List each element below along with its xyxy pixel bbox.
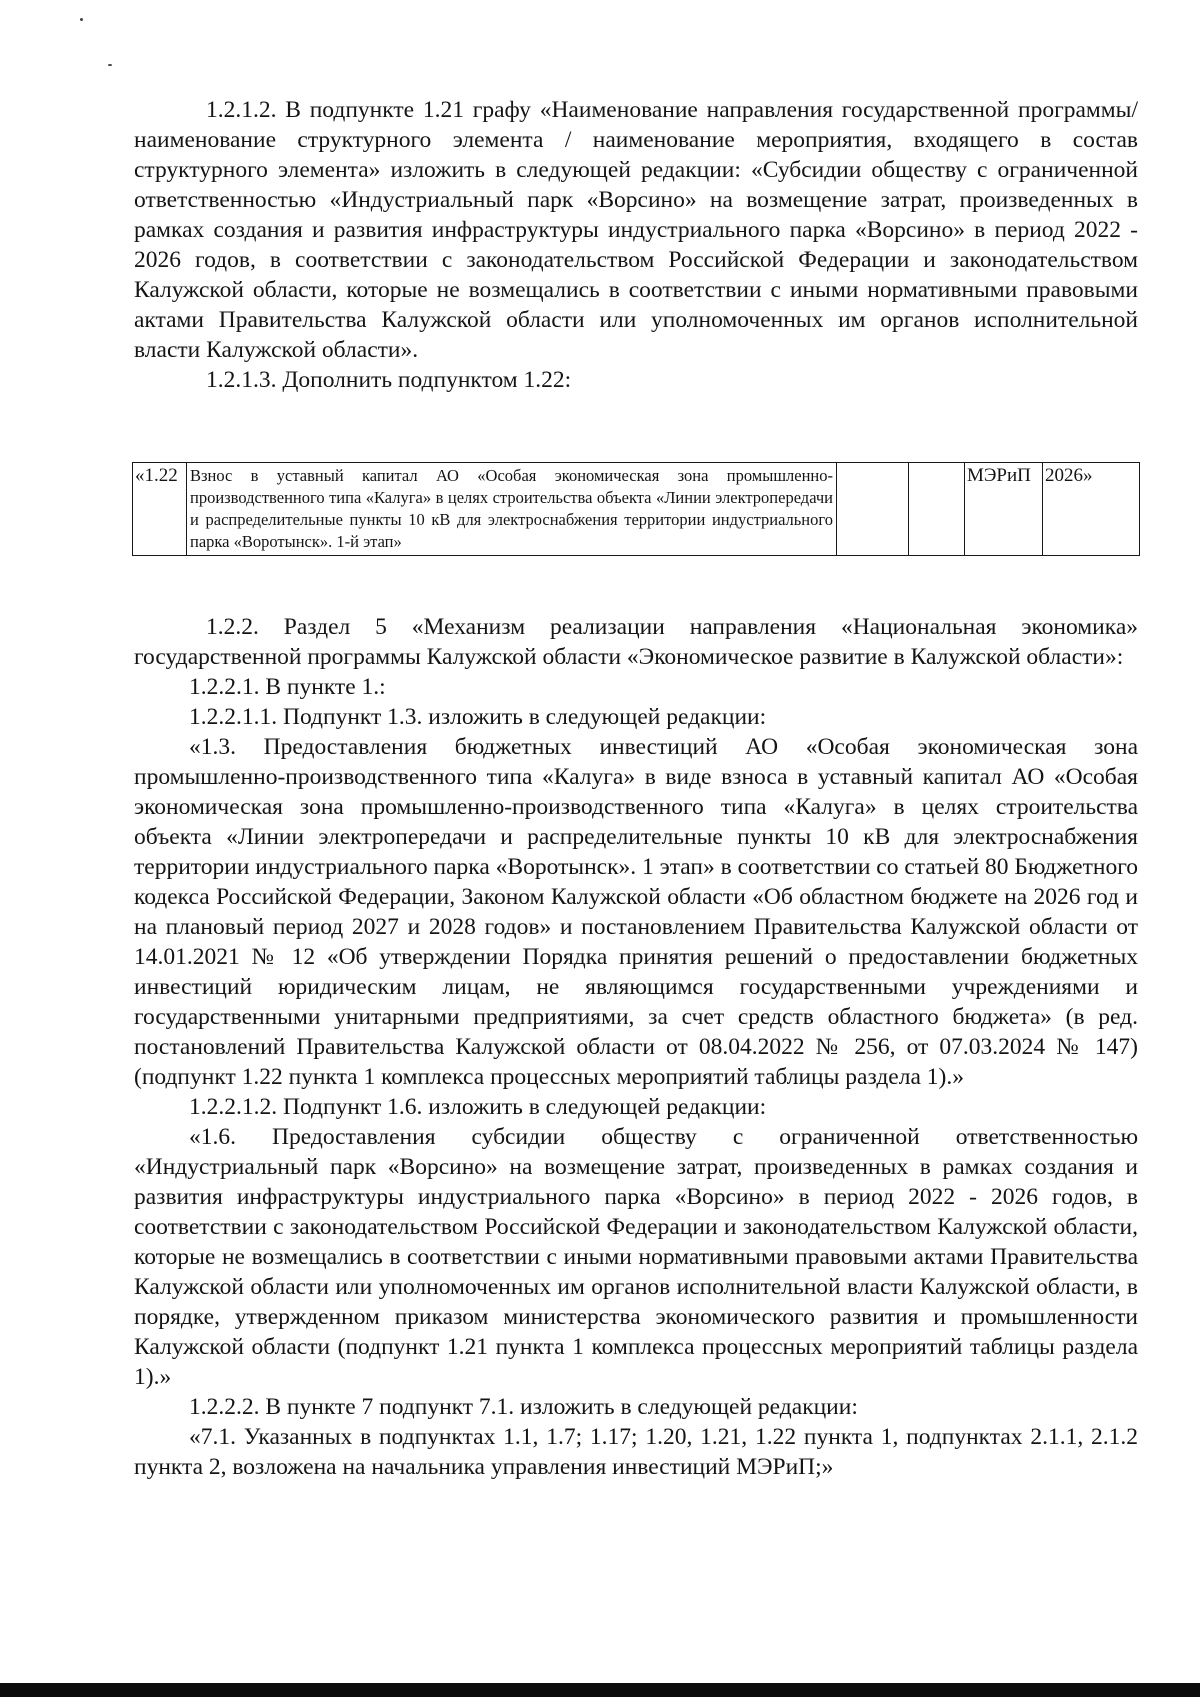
scan-speck xyxy=(108,64,112,66)
paragraph-1-2-2-2: 1.2.2.2. В пункте 7 подпункт 7.1. изложить в следующей редакции: xyxy=(189,1394,858,1420)
scan-speck xyxy=(80,18,83,21)
paragraph-1-2-2-1: 1.2.2.1. В пункте 1.: xyxy=(189,674,386,700)
paragraph-quote-1-3: «1.3. Предоставления бюджетных инвестиций АО «Особая экономическая зона промышленно-производственного типа «Калуга» в виде взноса в уставный капитал АО «Особая экономическая зона промышленно-производственного типа «Калуга» в целях строительства объекта «Линии электропередачи и распределительные пункты 10 кВ для электроснабжения территории индустриального парка «Воротынск». 1 этап» в соответствии со статьей 80 Бюджетного кодекса Российской Федерации, Законом Калужской области «Об областном бюджете на 2026 год и на плановый период 2027 и 2028 годов» и постановлением Правительства Калужской области от 14.01.2021 № 12 «Об утверждении Порядка принятия решений о предоставлении бюджетных инвестиций юридическим лицам, не являющимся государственными учреждениями и государственными унитарными предприятиями, за счет средств областного бюджета» (в ред. постановлений Правительства Калужской области от 08.04.2022 № 256, от 07.03.2024 № 147) (подпункт 1.22 пункта 1 комплекса процессных мероприятий таблицы раздела 1).» xyxy=(134,734,1138,1090)
top-text-block xyxy=(134,95,1138,395)
paragraph-quote-1-6: «1.6. Предоставления субсидии обществу с ограниченной ответственностью «Индустриальный парк «Ворсино» на возмещение затрат, произведенных в рамках создания и развития инфраструктуры индустриального парка «Ворсино» в период 2022 - 2026 годов, в соответствии с законодательством Российской Федерации и законодательством Калужской области, которые не возмещались в соответствии с иными нормативными правовыми актами Правительства Калужской области или уполномоченных им органов исполнительной власти Калужской области, в порядке, утвержденном приказом министерства экономического развития и промышленности Калужской области (подпункт 1.21 пункта 1 комплекса процессных мероприятий таблицы раздела 1).» xyxy=(134,1124,1138,1390)
paragraph-1-2-2-1-1: 1.2.2.1.1. Подпункт 1.3. изложить в следующей редакции: xyxy=(189,704,767,730)
row-executor-cell: МЭРиП xyxy=(965,463,1043,556)
bottom-text-block xyxy=(134,612,1138,1482)
scan-bottom-edge xyxy=(0,1683,1200,1697)
paragraph-1-2-2-1-2: 1.2.2.1.2. Подпункт 1.6. изложить в следующей редакции: xyxy=(189,1094,767,1120)
paragraph-1-2-2: 1.2.2. Раздел 5 «Механизм реализации направления «Национальная экономика» государственной программы Калужской области «Экономическое развитие в Калужской области»: xyxy=(134,614,1138,670)
table-row xyxy=(133,463,1140,556)
paragraph-quote-7-1: «7.1. Указанных в подпунктах 1.1, 1.7; 1.17; 1.20, 1.21, 1.22 пункта 1, подпунктах 2.1.1, 2.1.2 пункта 2, возложена на начальника управления инвестиций МЭРиП;» xyxy=(134,1424,1138,1480)
row-empty-cell-4 xyxy=(909,463,965,556)
row-number-cell: «1.22 xyxy=(133,463,187,556)
measures-table xyxy=(132,462,1140,556)
row-description-cell: Взнос в уставный капитал АО «Особая экономическая зона промышленно-производственного типа «Калуга» в целях строительства объекта «Линии электропередачи и распределительные пункты 10 кВ для электроснабжения территории индустриального парка «Воротынск». 1-й этап» xyxy=(187,463,837,556)
row-year-cell: 2026» xyxy=(1043,463,1140,556)
paragraph-1-2-1-2: 1.2.1.2. В подпункте 1.21 графу «Наименование направления государственной программы/ наименование структурного элемента / наименование мероприятия, входящего в состав структурного элемента» изложить в следующей редакции: «Субсидии обществу с ограниченной ответственностью «Индустриальный парк «Ворсино» на возмещение затрат, произведенных в рамках создания и развития инфраструктуры индустриального парка «Ворсино» в период 2022 - 2026 годов, в соответствии с законодательством Российской Федерации и законодательством Калужской области, которые не возмещались в соответствии с иными нормативными правовыми актами Правительства Калужской области или уполномоченных им органов исполнительной власти Калужской области». xyxy=(134,97,1138,363)
paragraph-1-2-1-3: 1.2.1.3. Дополнить подпунктом 1.22: xyxy=(206,367,572,393)
row-empty-cell-3 xyxy=(837,463,909,556)
